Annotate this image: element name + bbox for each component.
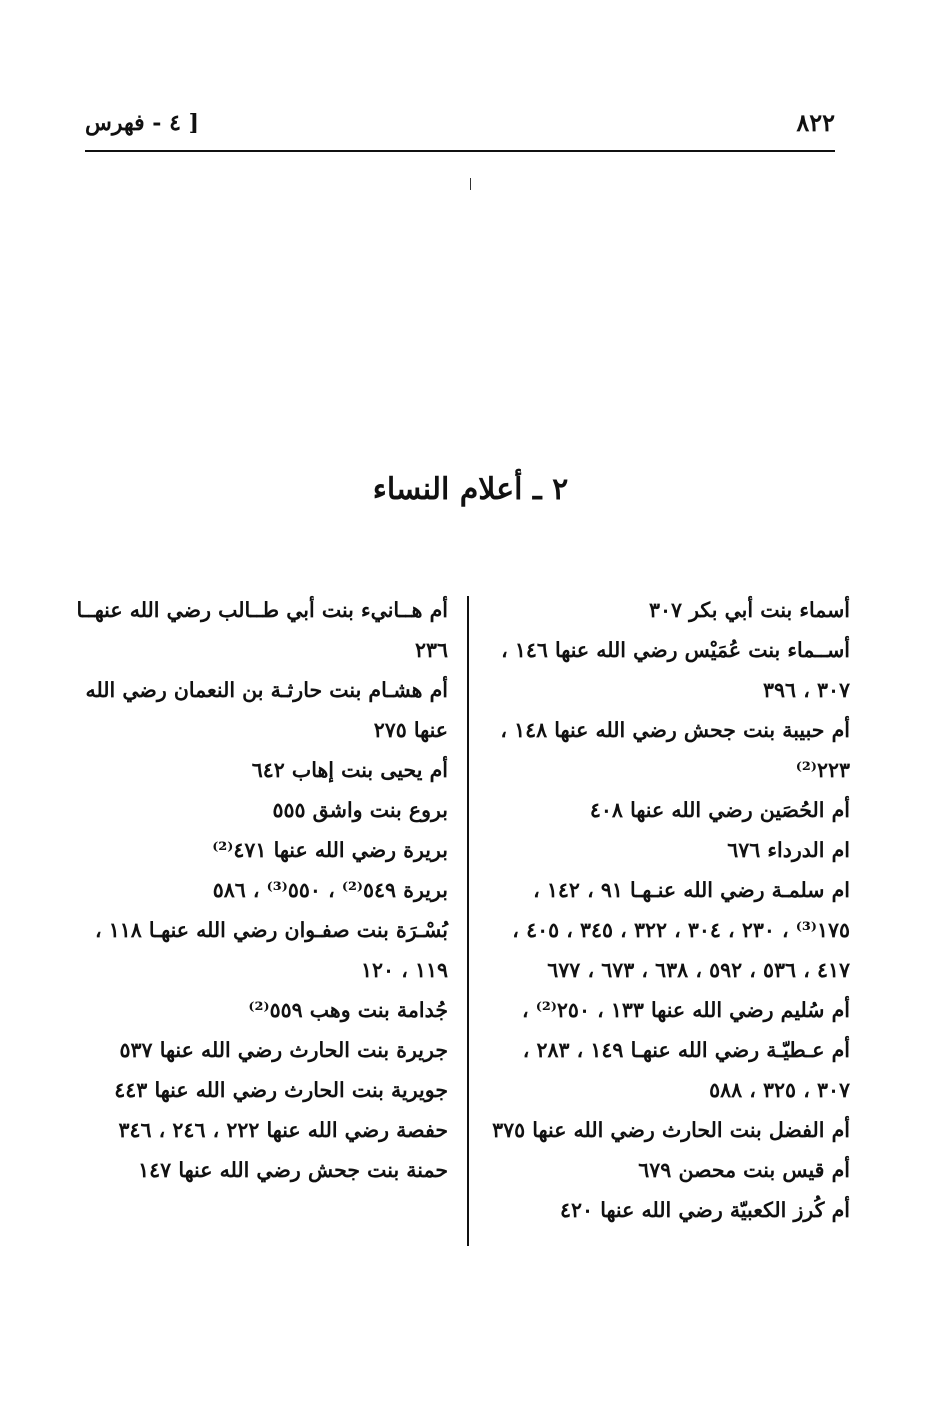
section-title: ٢ ـ أعلام النساء bbox=[372, 472, 569, 507]
index-entry: أســماء بنت عُمَيْس رضي الله عنها ١٤٦ ، ٣٠٧ ، ٣٩٦ bbox=[501, 638, 850, 702]
column-divider bbox=[467, 596, 469, 1246]
header-rule bbox=[85, 150, 835, 152]
index-entry: حفصة رضي الله عنها ٢٢٢ ، ٢٤٦ ، ٣٤٦ bbox=[118, 1118, 448, 1142]
index-entry: أم قيس بنت محصن ٦٧٩ bbox=[638, 1158, 850, 1182]
index-entry: أم سُليم رضي الله عنها ١٣٣ ، ٢٥٠⁽²⁾ ، bbox=[521, 998, 850, 1022]
index-entry: ام الدرداء ٦٧٦ bbox=[727, 838, 850, 862]
running-title: [ ٤ - فهرس bbox=[85, 110, 200, 136]
index-entry: جويرية بنت الحارث رضي الله عنها ٤٤٣ bbox=[114, 1078, 448, 1102]
index-entry: بروع بنت واشق ٥٥٥ bbox=[272, 798, 448, 822]
index-entry: بريرة ٥٤٩⁽²⁾ ، ٥٥٠⁽³⁾ ، ٥٨٦ bbox=[212, 878, 448, 902]
index-column-right bbox=[485, 590, 850, 1230]
page-number: ٨٢٢ bbox=[796, 108, 835, 137]
index-entry: أم عـطيّـة رضي الله عنهـا ١٤٩ ، ٢٨٣ ، ٣٠٧ ، ٣٢٥ ، ٥٨٨ bbox=[522, 1038, 850, 1102]
tick-mark bbox=[470, 178, 471, 190]
index-entry: أم حبيبة بنت جحش رضي الله عنها ١٤٨ ، ٢٢٣⁽²⁾ bbox=[500, 718, 850, 782]
index-entry: حمنة بنت جحش رضي الله عنها ١٤٧ bbox=[138, 1158, 448, 1182]
index-entry: جُدامة بنت وهب ٥٥٩⁽²⁾ bbox=[248, 998, 448, 1022]
index-entry: أم كُرز الكعبيّة رضي الله عنها ٤٢٠ bbox=[560, 1198, 850, 1222]
index-entry: أم هشـام بنت حارثـة بن النعمان رضي الله عنها ٢٧٥ bbox=[85, 678, 448, 742]
index-entry: أم يحيى بنت إهاب ٦٤٢ bbox=[251, 758, 448, 782]
index-entry: جريرة بنت الحارث رضي الله عنها ٥٣٧ bbox=[119, 1038, 448, 1062]
index-entry: بُسْـرَة بنت صفـوان رضي الله عنهـا ١١٨ ، ١١٩ ، ١٢٠ bbox=[94, 918, 448, 982]
index-entry: أم الحُصَين رضي الله عنها ٤٠٨ bbox=[589, 798, 850, 822]
index-entry: أم هــانيء بنت أبي طــالب رضي الله عنهــا ٢٣٦ bbox=[76, 598, 448, 662]
index-column-left bbox=[70, 590, 448, 1190]
index-entry: ام سلمـة رضي الله عنـهـا ٩١ ، ١٤٢ ، ١٧٥⁽³⁾ ، ٢٣٠ ، ٣٠٤ ، ٣٢٢ ، ٣٤٥ ، ٤٠٥ ، ٤١٧ ، ٥٣٦ ، ٥٩٢ ، ٦٣٨ ، ٦٧٣ ، ٦٧٧ bbox=[512, 878, 850, 982]
index-entry: بريرة رضي الله عنها ٤٧١⁽²⁾ bbox=[212, 838, 448, 862]
index-entry: أم الفضل بنت الحارث رضي الله عنها ٣٧٥ bbox=[492, 1118, 850, 1142]
index-entry: أسماء بنت أبي بكر ٣٠٧ bbox=[648, 598, 850, 622]
page-header bbox=[85, 108, 835, 148]
